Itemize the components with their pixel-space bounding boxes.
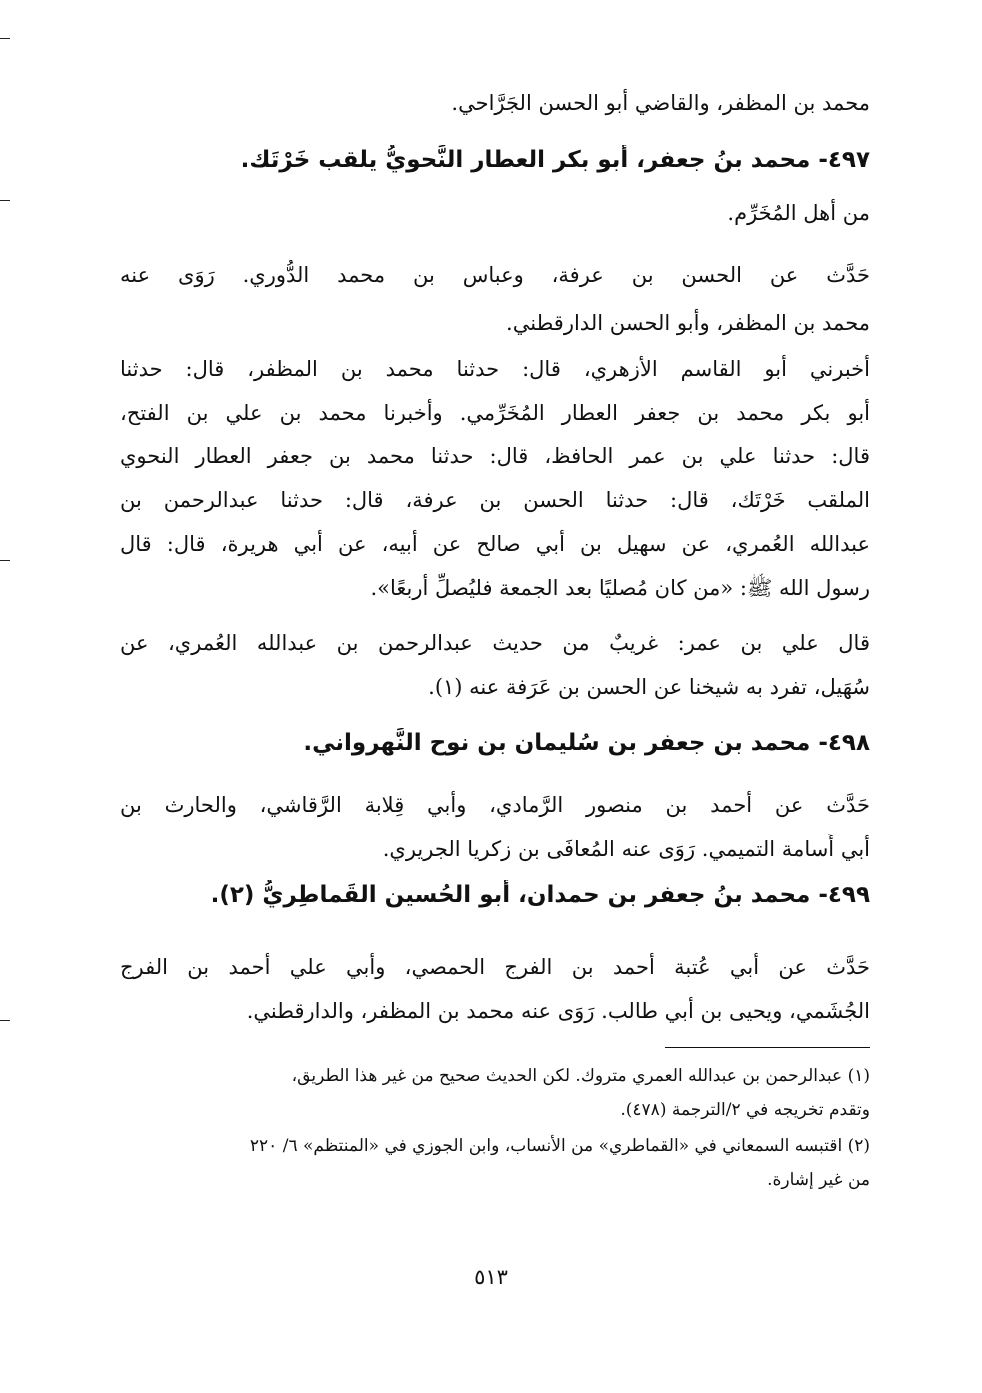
- text-line: سُهَيل، تفرد به شيخنا عن الحسن بن عَرَفة عنه (١).: [428, 675, 870, 699]
- scan-edge-mark: [0, 1020, 10, 1021]
- scan-edge-mark: [0, 38, 10, 39]
- text-line: من أهل المُخَرِّم.: [727, 201, 870, 225]
- text-line: رسول الله ﷺ: «من كان مُصليًا بعد الجمعة فليُصلِّ أربعًا».: [370, 576, 870, 600]
- entry-heading-497: ٤٩٧- محمد بنُ جعفر، أبو بكر العطار النَّحويُّ يلقب خَرْتَك.: [240, 147, 870, 173]
- footnote-line: (١) عبدالرحمن بن عبدالله العمري متروك. لكن الحديث صحيح من غير هذا الطريق،: [291, 1066, 870, 1086]
- text-line: محمد بن المظفر، والقاضي أبو الحسن الجَرَّاحي.: [451, 91, 870, 115]
- text-line: أبو بكر محمد بن جعفر العطار المُخَرِّمي. وأخبرنا محمد بن علي بن الفتح،: [120, 401, 870, 425]
- scan-edge-mark: [0, 200, 10, 201]
- text-line: قال علي بن عمر: غريبٌ من حديث عبدالرحمن بن عبدالله العُمري، عن: [120, 631, 870, 655]
- text-line: حَدَّث عن الحسن بن عرفة، وعباس بن محمد الدُّوري. رَوَى عنه: [120, 263, 870, 287]
- scan-edge-mark: [0, 560, 10, 561]
- footnote-line: وتقدم تخريجه في ٢/الترجمة (٤٧٨).: [620, 1100, 870, 1120]
- entry-heading-499: ٤٩٩- محمد بنُ جعفر بن حمدان، أبو الحُسين القَماطِريُّ (٢).: [210, 882, 870, 908]
- page-number: ٥١٣: [474, 1265, 508, 1289]
- text-line: حَدَّث عن أحمد بن منصور الرَّمادي، وأبي قِلابة الرَّقاشي، والحارث بن: [120, 793, 870, 817]
- text-line: عبدالله العُمري، عن سهيل بن أبي صالح عن أبيه، عن أبي هريرة، قال: قال: [120, 532, 870, 556]
- footnote-line: من غير إشارة.: [767, 1170, 870, 1190]
- text-line: حَدَّث عن أبي عُتبة أحمد بن الفرج الحمصي، وأبي علي أحمد بن الفرج: [120, 955, 870, 979]
- entry-heading-498: ٤٩٨- محمد بن جعفر بن سُليمان بن نوح النَّهرواني.: [303, 730, 870, 756]
- text-line: أبي أُسامة التميمي. رَوَى عنه المُعافَى بن زكريا الجريري.: [382, 837, 870, 861]
- text-line: محمد بن المظفر، وأبو الحسن الدارقطني.: [506, 311, 870, 335]
- footnote-line: (٢) اقتبسه السمعاني في «القماطري» من الأنساب، وابن الجوزي في «المنتظم» ٦/ ٢٢٠: [249, 1136, 870, 1156]
- text-line: أخبرني أبو القاسم الأزهري، قال: حدثنا محمد بن المظفر، قال: حدثنا: [120, 357, 870, 381]
- footnote-divider: [665, 1047, 870, 1048]
- text-line: الملقب خَرْتَك، قال: حدثنا الحسن بن عرفة، قال: حدثنا عبدالرحمن بن: [120, 488, 870, 512]
- text-line: الجُشَمي، ويحيى بن أبي طالب. رَوَى عنه محمد بن المظفر، والدارقطني.: [246, 999, 870, 1023]
- text-line: قال: حدثنا علي بن عمر الحافظ، قال: حدثنا محمد بن جعفر العطار النحوي: [120, 444, 870, 468]
